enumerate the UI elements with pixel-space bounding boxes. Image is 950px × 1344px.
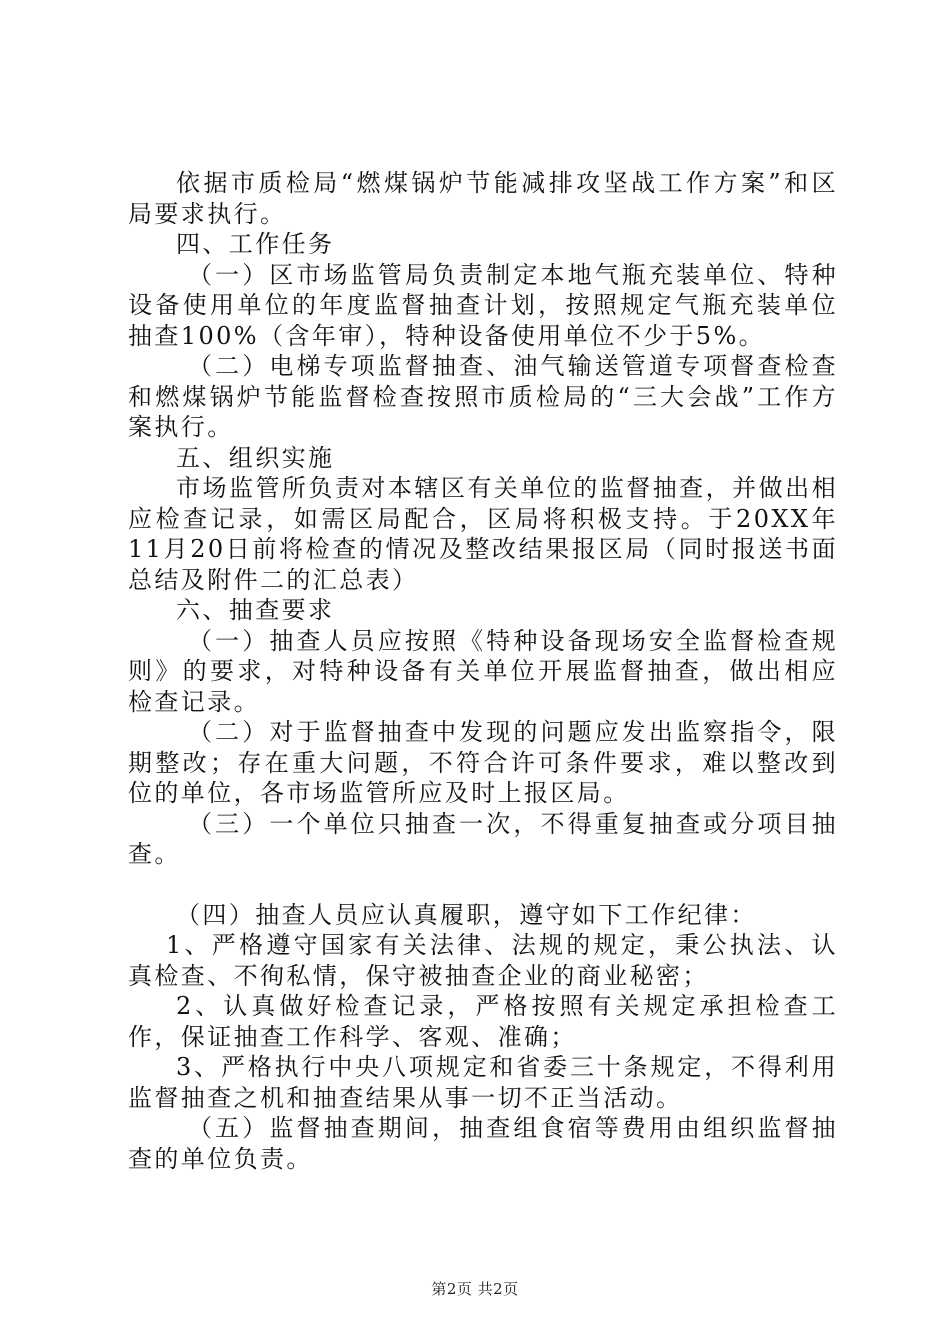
section-heading: 六、抽查要求 (176, 596, 335, 624)
paragraph: 市场监管所负责对本辖区有关单位的监督抽查，并做出相应检查记录，如需区局配合，区局将积极支持。于20XX年11月20日前将检查的情况及整改结果报区局（同时报送书面总结及附件二的汇总表） (128, 474, 838, 594)
paragraph: （一）抽查人员应按照《特种设备现场安全监督检查规则》的要求，对特种设备有关单位开展监督抽查，做出相应检查记录。 (128, 626, 838, 716)
section-heading: 四、工作任务 (176, 230, 335, 258)
paragraph: 依据市质检局“燃煤锅炉节能减排攻坚战工作方案”和区局要求执行。 (128, 169, 838, 228)
list-item: 2、认真做好检查记录，严格按照有关规定承担检查工作，保证抽查工作科学、客观、准确； (128, 992, 838, 1051)
paragraph: （一）区市场监管局负责制定本地气瓶充装单位、特种设备使用单位的年度监督抽查计划，按照规定气瓶充装单位抽查100%（含年审），特种设备使用单位不少于5%。 (128, 260, 838, 350)
paragraph: （二）电梯专项监督抽查、油气输送管道专项督查检查和燃煤锅炉节能监督检查按照市质检局的“三大会战”工作方案执行。 (128, 352, 838, 441)
paragraph: （四）抽查人员应认真履职，遵守如下工作纪律： (176, 900, 757, 929)
section-heading: 五、组织实施 (176, 443, 335, 472)
paragraph: （五）监督抽查期间，抽查组食宿等费用由组织监督抽查的单位负责。 (128, 1114, 838, 1173)
list-item: 1、严格遵守国家有关法律、法规的规定，秉公执法、认真检查、不徇私情，保守被抽查企业的商业秘密； (128, 931, 838, 990)
document-body (128, 168, 838, 1174)
paragraph: （三）一个单位只抽查一次，不得重复抽查或分项目抽查。 (128, 809, 838, 868)
list-item: 3、严格执行中央八项规定和省委三十条规定，不得利用监督抽查之机和抽查结果从事一切不正当活动。 (128, 1053, 838, 1112)
paragraph: （二）对于监督抽查中发现的问题应发出监察指令，限期整改；存在重大问题，不符合许可条件要求，难以整改到位的单位，各市场监管所应及时上报区局。 (128, 718, 838, 807)
page-footer: 第2页 共2页 (431, 1280, 519, 1298)
